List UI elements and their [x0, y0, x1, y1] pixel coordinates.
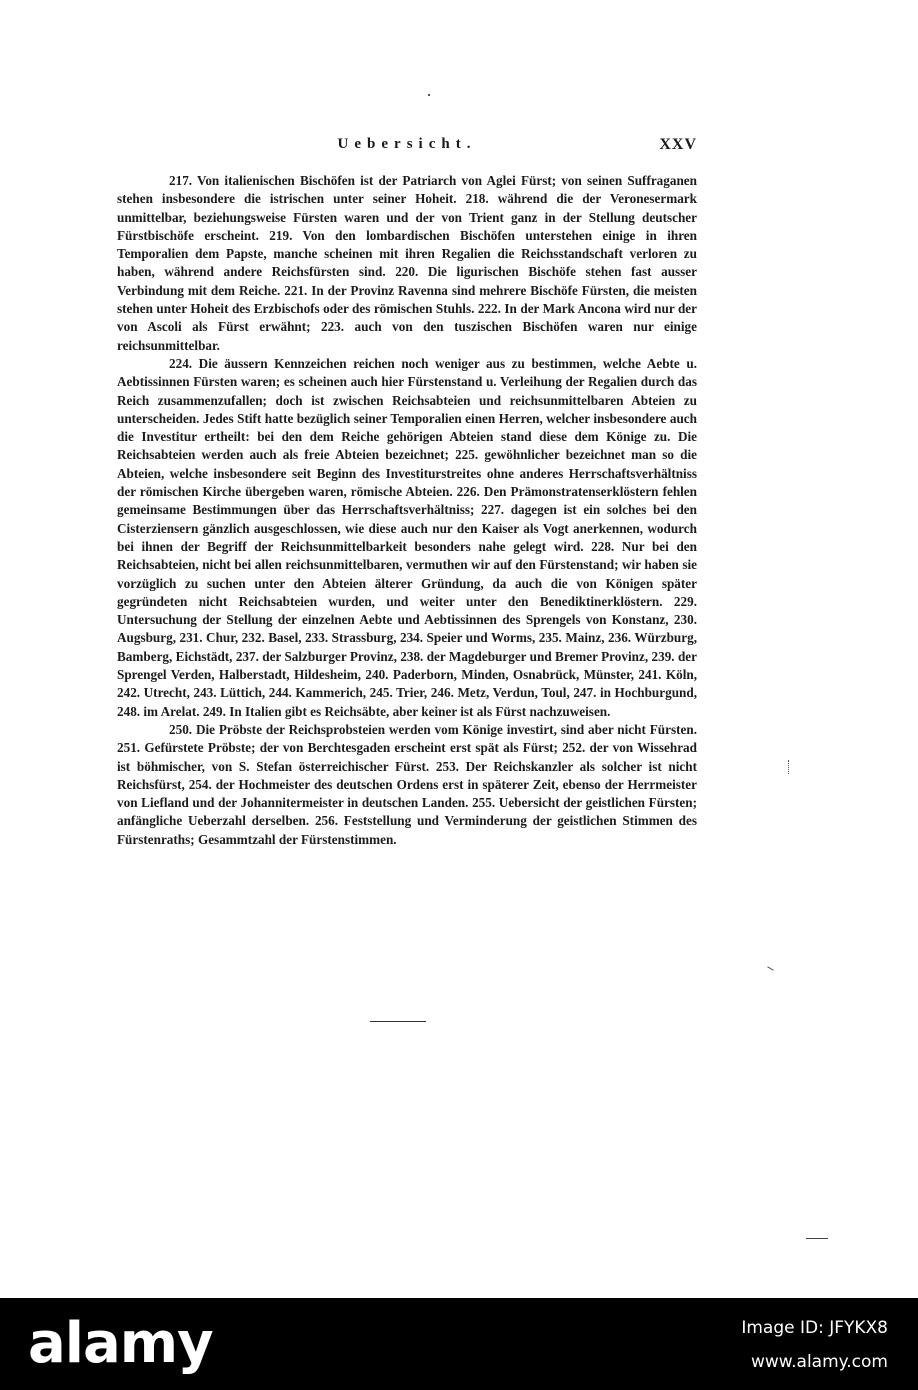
body-text [117, 172, 697, 849]
margin-rule [806, 1238, 828, 1239]
paragraph-3: 250. Die Pröbste der Reichsprobsteien werden vom Könige investirt, sind aber nicht Fürsten. 251. Gefürstete Pröbste; der von Berchtesgaden erscheint erst spät als Fürst; 252. der von Wissehrad ist böhmischer, von S. Stefan österreichischer Fürst. 253. Der Reichskanzler als solcher ist nicht Reichsfürst, 254. der Hochmeister des deutschen Ordens erst in späterer Zeit, ebenso der Herrmeister von Liefland und der Johannitermeister in deutschen Landen. 255. Uebersicht der geistlichen Fürsten; anfängliche Ueberzahl derselben. 256. Feststellung und Verminderung der geistlichen Stimmen des Fürstenraths; Gesammtzahl der Fürstenstimmen. [117, 721, 697, 847]
alamy-logo: alamy [28, 1311, 213, 1376]
page-number: XXV [659, 136, 697, 153]
page-header [117, 136, 697, 160]
stock-watermark-bar [0, 1298, 918, 1390]
image-id-label: Image ID: JFYKX8 [741, 1318, 888, 1338]
stock-url-label: www.alamy.com [750, 1352, 888, 1372]
end-of-section-rule [370, 1021, 426, 1022]
running-title: Uebersicht. [337, 136, 477, 152]
paragraph-2: 224. Die äussern Kennzeichen reichen noch weniger aus zu bestimmen, welche Aebte u. Aebtissinnen Fürsten waren; es scheinen auch hier Fürstenstand u. Verleihung der Regalien durch das Reich zusammenzufallen; doch ist zwischen Reichsabteien und reichsunmittelbaren Abteien zu unterscheiden. Jedes Stift hatte bezüglich seiner Temporalien einen Herren, welcher insbesondere auch die Investitur ertheilt: bei den dem Reiche gehörigen Abteien stand diese dem Könige zu. Die Reichsabteien werden auch als freie Abteien bezeichnet; 225. gewöhnlicher bezeichnet man so die Abteien, welche insbesondere seit Beginn des Investiturstreites ohne anderes Herrschaftsverhältniss der römischen Kirche übergeben waren, römische Abteien. 226. Den Prämonstratenserklöstern fehlen gemeinsame Bestimmungen über das Herrschaftsverhältniss; 227. dagegen ist ein solches bei den Cisterziensern gänzlich ausgeschlossen, wie diese auch nur den Kaiser als Vogt anerkennen, wodurch bei ihnen der Begriff der Reichsunmittelbarkeit besonders nahe gelegt wird. 228. Nur bei den Reichsabteien, nicht bei allen reichsunmittelbaren, vermuthen wir auf den Fürstenstand; wir haben sie vorzüglich zu suchen unter den Abteien älterer Gründung, da auch die von Königen später gegründeten nicht Reichsabteien wurden, und weiter unter den Benediktinerklöstern. 229. Untersuchung der Stellung der einzelnen Aebte und Aebtissinnen des Sprengels von Konstanz, 230. Augsburg, 231. Chur, 232. Basel, 233. Strassburg, 234. Speier und Worms, 235. Mainz, 236. Würzburg, Bamberg, Eichstädt, 237. der Salzburger Provinz, 238. der Magdeburger und Bremer Provinz, 239. der Sprengel Verden, Halberstadt, Hildesheim, 240. Paderborn, Minden, Osnabrück, Münster, 241. Köln, 242. Utrecht, 243. Lüttich, 244. Kammerich, 245. Trier, 246. Metz, Verdun, Toul, 247. in Hochburgund, 248. im Arelat. 249. In Italien gibt es Reichsäbte, aber keiner ist als Fürst nachzuweisen. [117, 355, 697, 719]
scan-speck [428, 94, 430, 96]
paragraph-1: 217. Von italienischen Bischöfen ist der Patriarch von Aglei Fürst; von seinen Suffraganen stehen insbesondere die istrischen unter seiner Hoheit. 218. während die der Veronesermark unmittelbar, beziehungsweise Fürsten waren und der von Trient ganz in der Stellung deutscher Fürstbischöfe erscheint. 219. Von den lombardischen Bischöfen unterstehen einige in ihren Temporalien dem Papste, manche scheinen mit ihren Regalien die Reichsstandschaft verloren zu haben, während andere Reichsfürsten sind. 220. Die ligurischen Bischöfe stehen fast ausser Verbindung mit dem Reiche. 221. In der Provinz Ravenna sind mehrere Bischöfe Fürsten, die meisten stehen unter Hoheit des Erzbischofs oder des römischen Stuhls. 222. In der Mark Ancona wird nur der von Ascoli als Fürst erwähnt; 223. auch von den tuszischen Bischöfen waren nur einige reichsunmittelbar. [117, 173, 697, 353]
margin-mark [788, 760, 791, 774]
margin-mark [767, 966, 774, 970]
